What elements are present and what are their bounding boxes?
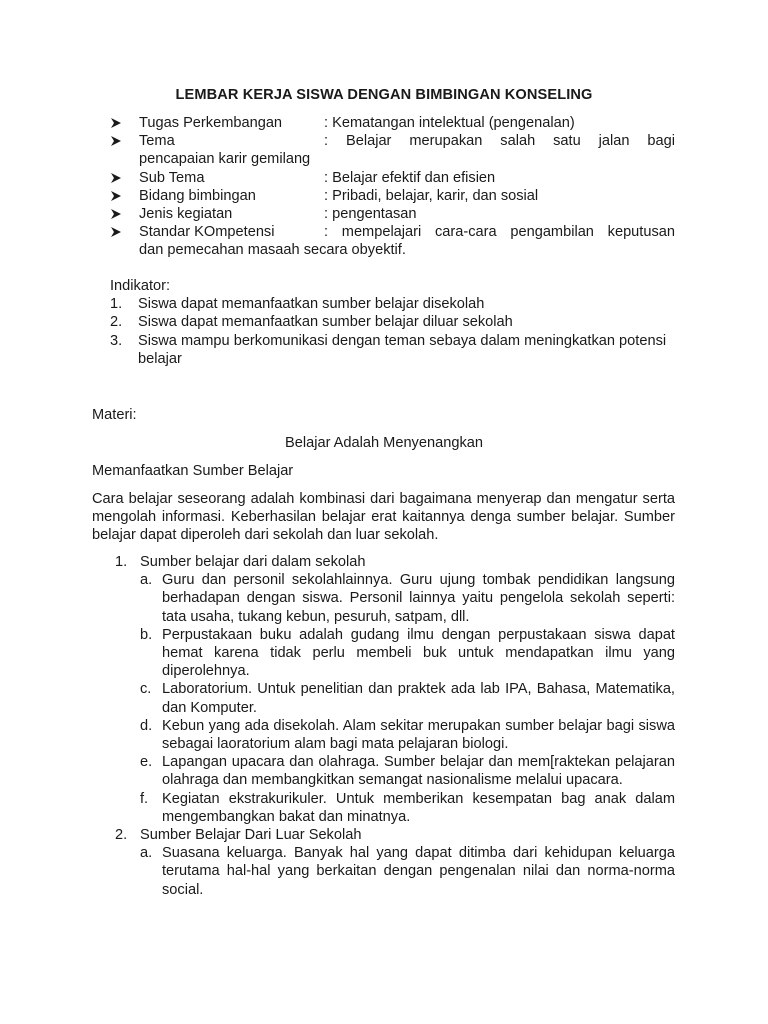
- outline-text: Kebun yang ada disekolah. Alam sekitar merupakan sumber belajar bagi siswa sebagai laoratorium alam bagi mata pelajaran biologi.: [162, 717, 675, 753]
- page-title: LEMBAR KERJA SISWA DENGAN BIMBINGAN KONSELING: [175, 87, 593, 103]
- field-value-continuation: pencapaian karir gemilang: [139, 151, 311, 168]
- list-text: Siswa dapat memanfaatkan sumber belajar diluar sekolah: [138, 314, 513, 331]
- outline-text: Lapangan upacara dan olahraga. Sumber belajar dan mem[raktekan pelajaran olahraga dan membangkitkan semangat nasionalisme melalui upacara.: [162, 754, 675, 789]
- field-item: [110, 223, 675, 259]
- indikator-section: [110, 277, 675, 368]
- outline-letter: d.: [140, 717, 153, 734]
- field-label: Sub Tema: [139, 169, 205, 186]
- sources-outline: [110, 553, 675, 899]
- list-item: [110, 295, 675, 313]
- field-value: : Belajar merupakan salah satu jalan bagi: [324, 133, 675, 150]
- field-label: Tema: [139, 133, 175, 150]
- arrow-bullet-icon: [110, 223, 128, 238]
- outline-item: [110, 553, 675, 826]
- field-label: Standar KOmpetensi: [139, 224, 275, 241]
- outline-item: [110, 826, 675, 899]
- outline-letter: e.: [140, 754, 153, 771]
- field-value: : Kematangan intelektual (pengenalan): [324, 115, 575, 131]
- outline-letter: a.: [140, 845, 153, 862]
- field-label: Tugas Perkembangan: [139, 115, 283, 131]
- list-number: 1.: [110, 296, 123, 313]
- field-item: [110, 205, 675, 223]
- arrow-bullet-icon: [110, 169, 128, 184]
- field-value: : Belajar efektif dan efisien: [324, 169, 496, 186]
- materi-label: Materi:: [92, 407, 137, 423]
- outline-heading: Sumber Belajar Dari Luar Sekolah: [140, 827, 362, 844]
- arrow-bullet-icon: [110, 132, 128, 147]
- indikator-heading: Indikator:: [110, 278, 171, 294]
- outline-letter: a.: [140, 572, 153, 589]
- section-subheading: Memanfaatkan Sumber Belajar: [92, 463, 294, 479]
- outline-subitem: [140, 717, 675, 753]
- outline-number: 1.: [115, 554, 128, 570]
- outline-subitem: [140, 753, 675, 789]
- field-value: : Pribadi, belajar, karir, dan sosial: [324, 187, 539, 204]
- outline-subitem: [140, 626, 675, 681]
- field-item: [110, 132, 675, 168]
- field-item: [110, 187, 675, 205]
- arrow-bullet-icon: [110, 187, 128, 202]
- outline-heading: Sumber belajar dari dalam sekolah: [140, 554, 366, 570]
- field-label: Bidang bimbingan: [139, 187, 256, 204]
- outline-text: Perpustakaan buku adalah gudang ilmu dengan perpustakaan siswa dapat hemat karena tidak perlu membeli buk untuk mendapatkan ilmu yang diperolehnya.: [162, 626, 675, 680]
- outline-letter: f.: [140, 790, 149, 807]
- list-number: 2.: [110, 314, 123, 331]
- outline-subitem: [140, 680, 675, 716]
- field-label: Jenis kegiatan: [139, 206, 233, 223]
- list-text: Siswa dapat memanfaatkan sumber belajar disekolah: [138, 296, 485, 313]
- outline-letter: c.: [140, 681, 152, 698]
- outline-text: Kegiatan ekstrakurikuler. Untuk memberikan kesempatan bag anak dalam mengembangkan bakat dan minatnya.: [162, 790, 675, 825]
- outline-text: Guru dan personil sekolahlainnya. Guru ujung tombak pendidikan langsung berhadapan dengan siswa. Personil lainnya yaitu pengelola sekolah seperti: tata usaha, tukang kebun, pesuruh, satpam, dll.: [162, 572, 675, 625]
- field-list: [110, 114, 675, 260]
- arrow-bullet-icon: [110, 114, 128, 129]
- outline-number: 2.: [115, 827, 128, 844]
- list-item: [110, 313, 675, 331]
- field-value: : pengentasan: [324, 206, 417, 223]
- field-item: [110, 114, 675, 132]
- outline-subitem: [140, 790, 675, 826]
- list-text: Siswa mampu berkomunikasi dengan teman sebaya dalam meningkatkan potensi belajar: [138, 332, 667, 367]
- outline-subitem: [140, 571, 675, 626]
- intro-paragraph: Cara belajar seseorang adalah kombinasi dari bagaimana menyerap dan mengatur serta mengolah informasi. Keberhasilan belajar erat kaitannya denga sumber belajar. Sumber belajar dapat diperoleh dari sekolah dan luar sekolah.: [92, 491, 675, 544]
- outline-subitem: [140, 844, 675, 899]
- outline-text: Suasana keluarga. Banyak hal yang dapat ditimba dari kehidupan keluarga terutama hal-hal yang berkaitan dengan pengenalan nilai dan norma-norma social.: [162, 845, 675, 898]
- field-item: [110, 169, 675, 187]
- list-item: [110, 332, 675, 368]
- outline-text: Laboratorium. Untuk penelitian dan praktek ada lab IPA, Bahasa, Matematika, dan Komputer.: [162, 681, 675, 716]
- field-value: : mempelajari cara-cara pengambilan keputusan: [324, 224, 675, 241]
- arrow-bullet-icon: [110, 205, 128, 220]
- field-value-continuation: dan pemecahan masaah secara obyektif.: [139, 242, 406, 259]
- list-number: 3.: [110, 332, 123, 349]
- materi-title: Belajar Adalah Menyenangkan: [285, 435, 483, 451]
- outline-letter: b.: [140, 626, 153, 643]
